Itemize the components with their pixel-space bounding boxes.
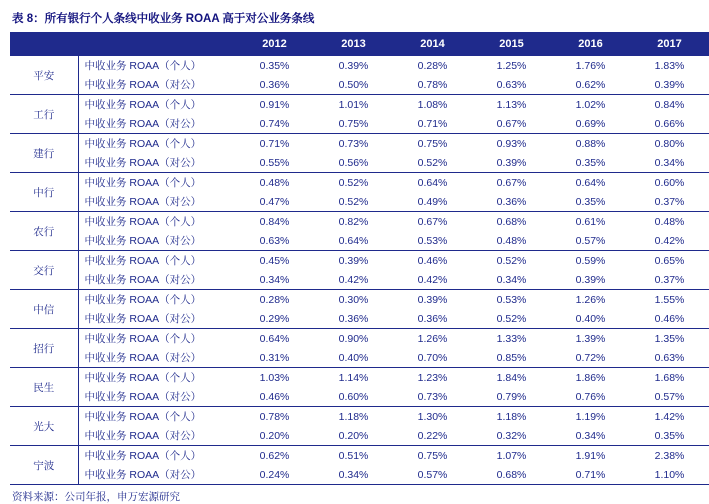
value-cell: 0.90%	[314, 329, 393, 349]
header-item	[78, 32, 235, 56]
header-bank	[10, 32, 78, 56]
value-cell: 1.02%	[551, 95, 630, 115]
table-header	[10, 32, 709, 56]
metric-label-cell: 中收业务 ROAA（对公）	[78, 426, 235, 446]
value-cell: 0.67%	[472, 114, 551, 134]
header-row	[10, 32, 709, 56]
value-cell: 0.32%	[472, 426, 551, 446]
value-cell: 1.07%	[472, 446, 551, 466]
header-2014: 2014	[393, 32, 472, 56]
value-cell: 0.62%	[235, 446, 314, 466]
bank-name-cell: 招行	[10, 329, 78, 368]
value-cell: 0.85%	[472, 348, 551, 368]
value-cell: 0.82%	[314, 212, 393, 232]
bank-name-cell: 农行	[10, 212, 78, 251]
value-cell: 0.34%	[630, 153, 709, 173]
value-cell: 1.08%	[393, 95, 472, 115]
value-cell: 0.57%	[551, 231, 630, 251]
value-cell: 0.42%	[314, 270, 393, 290]
value-cell: 1.55%	[630, 290, 709, 310]
value-cell: 0.48%	[472, 231, 551, 251]
table-row	[10, 465, 709, 485]
table-row	[10, 153, 709, 173]
bank-name-cell: 建行	[10, 134, 78, 173]
value-cell: 0.20%	[314, 426, 393, 446]
metric-label-cell: 中收业务 ROAA（对公）	[78, 270, 235, 290]
value-cell: 0.31%	[235, 348, 314, 368]
value-cell: 0.39%	[472, 153, 551, 173]
value-cell: 0.47%	[235, 192, 314, 212]
value-cell: 0.84%	[630, 95, 709, 115]
value-cell: 1.10%	[630, 465, 709, 485]
value-cell: 0.73%	[314, 134, 393, 154]
table-row	[10, 251, 709, 271]
value-cell: 0.35%	[551, 192, 630, 212]
value-cell: 1.26%	[393, 329, 472, 349]
bank-name-cell: 平安	[10, 56, 78, 95]
value-cell: 1.26%	[551, 290, 630, 310]
value-cell: 0.59%	[551, 251, 630, 271]
value-cell: 0.78%	[393, 75, 472, 95]
value-cell: 0.64%	[393, 173, 472, 193]
value-cell: 0.74%	[235, 114, 314, 134]
value-cell: 0.78%	[235, 407, 314, 427]
value-cell: 0.39%	[314, 251, 393, 271]
table-row	[10, 95, 709, 115]
metric-label-cell: 中收业务 ROAA（对公）	[78, 114, 235, 134]
metric-label-cell: 中收业务 ROAA（个人）	[78, 290, 235, 310]
value-cell: 0.35%	[630, 426, 709, 446]
value-cell: 0.28%	[393, 56, 472, 75]
value-cell: 0.75%	[314, 114, 393, 134]
value-cell: 0.93%	[472, 134, 551, 154]
value-cell: 0.68%	[472, 212, 551, 232]
value-cell: 0.79%	[472, 387, 551, 407]
table-row	[10, 407, 709, 427]
value-cell: 0.34%	[235, 270, 314, 290]
value-cell: 0.73%	[393, 387, 472, 407]
table-row	[10, 290, 709, 310]
value-cell: 0.34%	[314, 465, 393, 485]
value-cell: 0.35%	[551, 153, 630, 173]
metric-label-cell: 中收业务 ROAA（对公）	[78, 387, 235, 407]
metric-label-cell: 中收业务 ROAA（个人）	[78, 251, 235, 271]
value-cell: 1.13%	[472, 95, 551, 115]
value-cell: 0.67%	[393, 212, 472, 232]
value-cell: 0.53%	[472, 290, 551, 310]
value-cell: 0.63%	[235, 231, 314, 251]
value-cell: 0.71%	[393, 114, 472, 134]
value-cell: 0.70%	[393, 348, 472, 368]
value-cell: 0.37%	[630, 192, 709, 212]
table-row	[10, 192, 709, 212]
table-caption: 表 8：所有银行个人条线中收业务 ROAA 高于对公业务条线	[12, 13, 315, 25]
value-cell: 0.52%	[314, 192, 393, 212]
value-cell: 0.55%	[235, 153, 314, 173]
value-cell: 0.65%	[630, 251, 709, 271]
metric-label-cell: 中收业务 ROAA（对公）	[78, 75, 235, 95]
value-cell: 0.46%	[393, 251, 472, 271]
metric-label-cell: 中收业务 ROAA（个人）	[78, 368, 235, 388]
header-2012: 2012	[235, 32, 314, 56]
value-cell: 0.34%	[551, 426, 630, 446]
table-row	[10, 309, 709, 329]
value-cell: 0.39%	[393, 290, 472, 310]
metric-label-cell: 中收业务 ROAA（对公）	[78, 465, 235, 485]
value-cell: 0.48%	[235, 173, 314, 193]
value-cell: 0.35%	[235, 56, 314, 75]
table-body	[10, 56, 709, 485]
bank-name-cell: 工行	[10, 95, 78, 134]
value-cell: 0.84%	[235, 212, 314, 232]
value-cell: 0.34%	[472, 270, 551, 290]
roaa-table	[10, 32, 709, 485]
table-row	[10, 212, 709, 232]
metric-label-cell: 中收业务 ROAA（对公）	[78, 309, 235, 329]
value-cell: 0.29%	[235, 309, 314, 329]
metric-label-cell: 中收业务 ROAA（个人）	[78, 134, 235, 154]
value-cell: 0.24%	[235, 465, 314, 485]
metric-label-cell: 中收业务 ROAA（对公）	[78, 153, 235, 173]
value-cell: 1.39%	[551, 329, 630, 349]
value-cell: 0.63%	[630, 348, 709, 368]
value-cell: 0.50%	[314, 75, 393, 95]
value-cell: 0.62%	[551, 75, 630, 95]
value-cell: 1.19%	[551, 407, 630, 427]
metric-label-cell: 中收业务 ROAA（个人）	[78, 407, 235, 427]
table-row	[10, 329, 709, 349]
value-cell: 0.42%	[393, 270, 472, 290]
value-cell: 1.25%	[472, 56, 551, 75]
value-cell: 0.63%	[472, 75, 551, 95]
value-cell: 1.18%	[472, 407, 551, 427]
metric-label-cell: 中收业务 ROAA（个人）	[78, 212, 235, 232]
value-cell: 1.03%	[235, 368, 314, 388]
value-cell: 2.38%	[630, 446, 709, 466]
value-cell: 0.39%	[314, 56, 393, 75]
value-cell: 0.88%	[551, 134, 630, 154]
value-cell: 0.52%	[472, 309, 551, 329]
value-cell: 0.75%	[393, 446, 472, 466]
value-cell: 0.36%	[393, 309, 472, 329]
value-cell: 0.45%	[235, 251, 314, 271]
metric-label-cell: 中收业务 ROAA（对公）	[78, 192, 235, 212]
value-cell: 0.64%	[314, 231, 393, 251]
table-row	[10, 446, 709, 466]
value-cell: 0.52%	[393, 153, 472, 173]
value-cell: 1.91%	[551, 446, 630, 466]
table-row	[10, 134, 709, 154]
value-cell: 1.30%	[393, 407, 472, 427]
value-cell: 0.51%	[314, 446, 393, 466]
value-cell: 0.22%	[393, 426, 472, 446]
value-cell: 1.18%	[314, 407, 393, 427]
bank-name-cell: 光大	[10, 407, 78, 446]
value-cell: 1.35%	[630, 329, 709, 349]
value-cell: 0.52%	[314, 173, 393, 193]
value-cell: 0.42%	[630, 231, 709, 251]
value-cell: 0.40%	[314, 348, 393, 368]
header-2013: 2013	[314, 32, 393, 56]
value-cell: 1.68%	[630, 368, 709, 388]
value-cell: 0.69%	[551, 114, 630, 134]
bank-name-cell: 民生	[10, 368, 78, 407]
value-cell: 0.39%	[630, 75, 709, 95]
value-cell: 1.14%	[314, 368, 393, 388]
table-row	[10, 173, 709, 193]
metric-label-cell: 中收业务 ROAA（个人）	[78, 446, 235, 466]
value-cell: 1.33%	[472, 329, 551, 349]
value-cell: 1.76%	[551, 56, 630, 75]
bank-name-cell: 中信	[10, 290, 78, 329]
value-cell: 0.71%	[551, 465, 630, 485]
value-cell: 0.20%	[235, 426, 314, 446]
value-cell: 0.56%	[314, 153, 393, 173]
value-cell: 1.42%	[630, 407, 709, 427]
metric-label-cell: 中收业务 ROAA（对公）	[78, 231, 235, 251]
value-cell: 0.72%	[551, 348, 630, 368]
metric-label-cell: 中收业务 ROAA（个人）	[78, 56, 235, 75]
value-cell: 0.39%	[551, 270, 630, 290]
value-cell: 0.46%	[630, 309, 709, 329]
value-cell: 1.84%	[472, 368, 551, 388]
value-cell: 0.40%	[551, 309, 630, 329]
value-cell: 0.68%	[472, 465, 551, 485]
metric-label-cell: 中收业务 ROAA（个人）	[78, 173, 235, 193]
source-note: 资料来源：公司年报，申万宏源研究	[12, 491, 180, 503]
value-cell: 1.23%	[393, 368, 472, 388]
table-row	[10, 231, 709, 251]
value-cell: 0.91%	[235, 95, 314, 115]
value-cell: 0.71%	[235, 134, 314, 154]
bank-name-cell: 中行	[10, 173, 78, 212]
value-cell: 0.36%	[235, 75, 314, 95]
table-row	[10, 56, 709, 75]
value-cell: 0.75%	[393, 134, 472, 154]
table-row	[10, 348, 709, 368]
header-2017: 2017	[630, 32, 709, 56]
value-cell: 0.57%	[630, 387, 709, 407]
table-row	[10, 75, 709, 95]
value-cell: 0.57%	[393, 465, 472, 485]
value-cell: 1.83%	[630, 56, 709, 75]
value-cell: 0.66%	[630, 114, 709, 134]
table-row	[10, 368, 709, 388]
value-cell: 0.46%	[235, 387, 314, 407]
value-cell: 0.53%	[393, 231, 472, 251]
value-cell: 0.61%	[551, 212, 630, 232]
table-row	[10, 387, 709, 407]
value-cell: 0.80%	[630, 134, 709, 154]
metric-label-cell: 中收业务 ROAA（个人）	[78, 329, 235, 349]
header-2016: 2016	[551, 32, 630, 56]
metric-label-cell: 中收业务 ROAA（对公）	[78, 348, 235, 368]
value-cell: 0.60%	[630, 173, 709, 193]
bank-name-cell: 交行	[10, 251, 78, 290]
value-cell: 0.36%	[472, 192, 551, 212]
value-cell: 0.64%	[235, 329, 314, 349]
table-row	[10, 114, 709, 134]
value-cell: 0.64%	[551, 173, 630, 193]
value-cell: 0.76%	[551, 387, 630, 407]
value-cell: 0.52%	[472, 251, 551, 271]
value-cell: 0.30%	[314, 290, 393, 310]
header-2015: 2015	[472, 32, 551, 56]
value-cell: 0.36%	[314, 309, 393, 329]
value-cell: 0.37%	[630, 270, 709, 290]
table-row	[10, 426, 709, 446]
metric-label-cell: 中收业务 ROAA（个人）	[78, 95, 235, 115]
value-cell: 1.86%	[551, 368, 630, 388]
value-cell: 0.60%	[314, 387, 393, 407]
bank-name-cell: 宁波	[10, 446, 78, 485]
value-cell: 0.28%	[235, 290, 314, 310]
table-row	[10, 270, 709, 290]
value-cell: 0.67%	[472, 173, 551, 193]
value-cell: 0.48%	[630, 212, 709, 232]
value-cell: 0.49%	[393, 192, 472, 212]
value-cell: 1.01%	[314, 95, 393, 115]
